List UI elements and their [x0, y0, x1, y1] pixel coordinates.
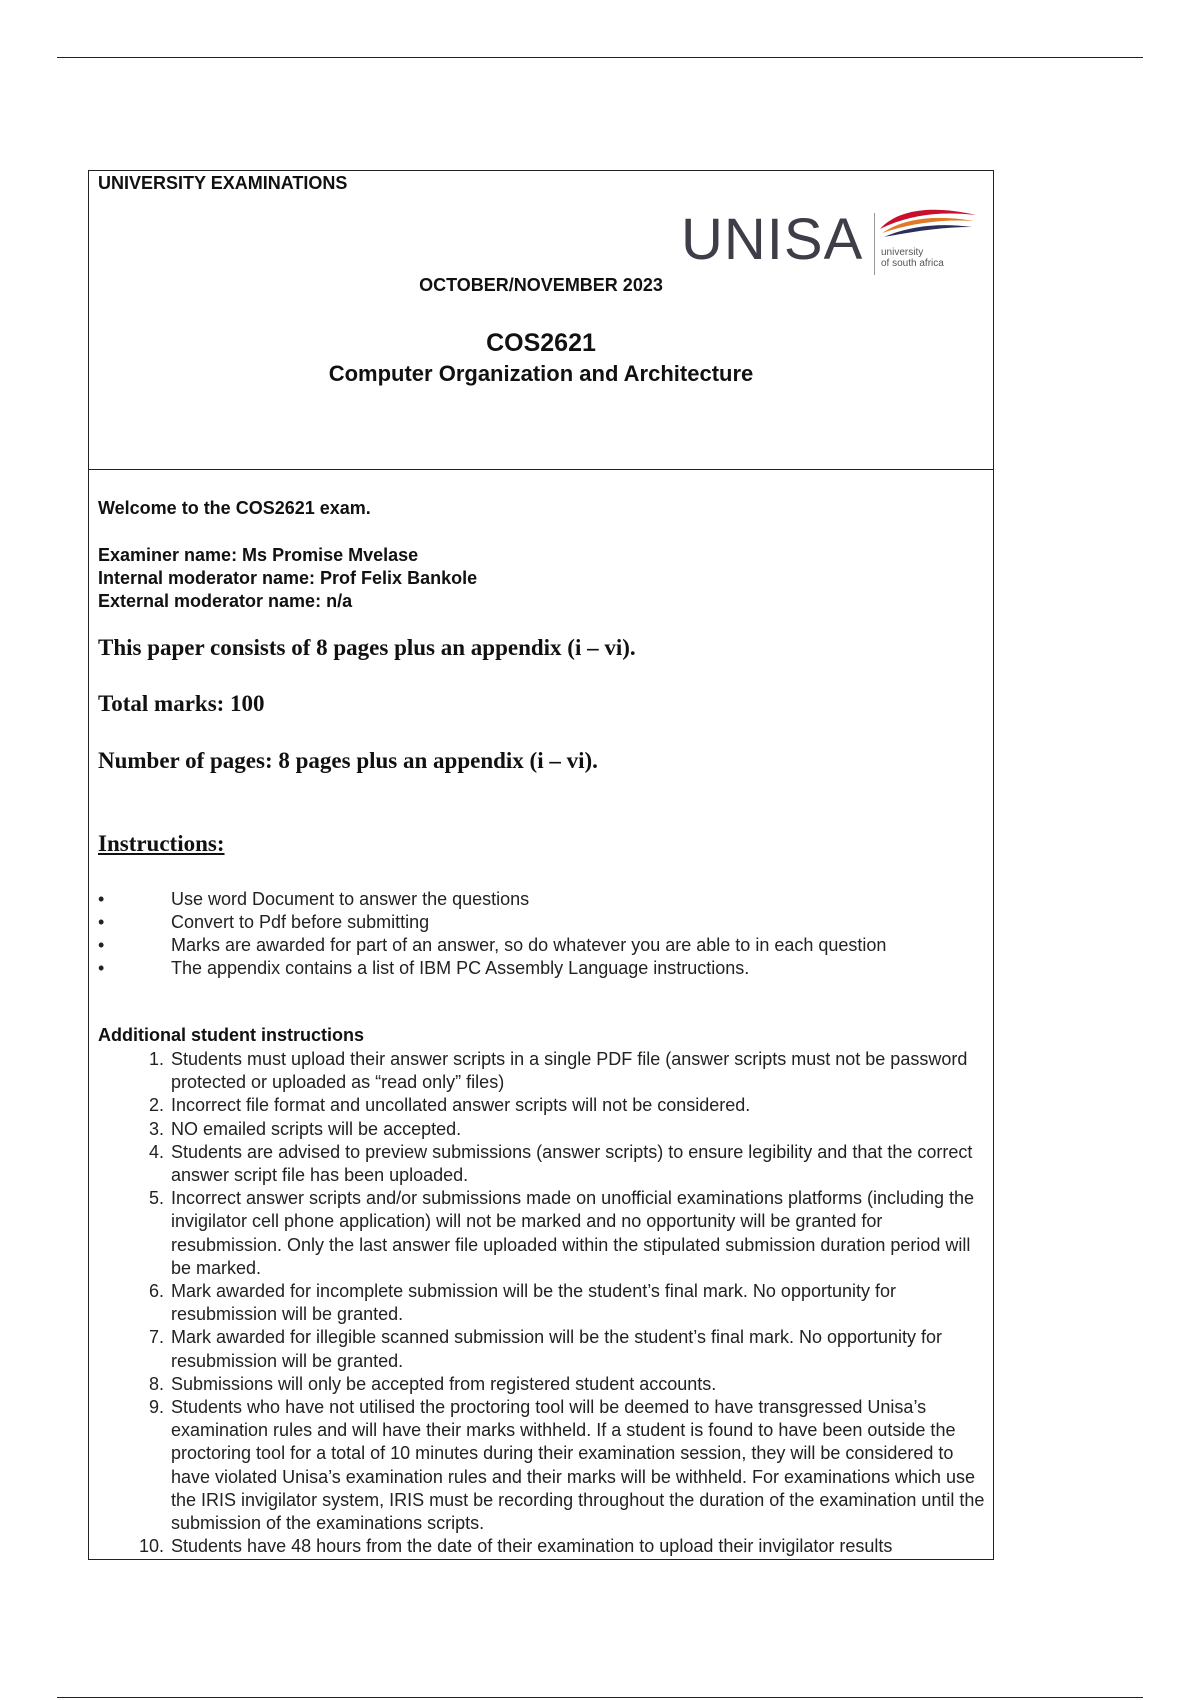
logo-tagline	[881, 247, 944, 269]
item-text: Students must upload their answer scripts in a single PDF file (answer scripts must not be password protected or uploaded as “read only” files)	[171, 1049, 968, 1093]
list-item	[98, 1118, 991, 1141]
item-number: 9.	[148, 1397, 164, 1418]
item-text: Students are advised to preview submissions (answer scripts) to ensure legibility and that the correct answer script file has been uploaded.	[171, 1141, 973, 1186]
bullet-icon: •	[98, 958, 105, 978]
item-number: 7.	[148, 1327, 164, 1348]
welcome-text: Welcome to the COS2621 exam.	[98, 498, 371, 518]
cover-header	[89, 171, 993, 470]
logo-swoosh-icon	[878, 207, 978, 241]
bullet-icon: •	[98, 935, 105, 955]
item-text: Students have 48 hours from the date of their examination to upload their invigilator results	[171, 1536, 893, 1557]
instruction-text: Use word Document to answer the questions	[171, 889, 530, 909]
item-text: NO emailed scripts will be accepted.	[171, 1118, 462, 1139]
additional-instructions-title: Additional student instructions	[98, 1025, 364, 1045]
item-text: Mark awarded for incomplete submission will be the student’s final mark. No opportunity for resubmission will be granted.	[171, 1281, 897, 1325]
top-rule	[57, 57, 1143, 58]
item-number: 3.	[148, 1118, 164, 1139]
bullet-icon: •	[98, 889, 105, 909]
item-text: Incorrect file format and uncollated answer scripts will not be considered.	[171, 1095, 751, 1116]
item-text: Mark awarded for illegible scanned submission will be the student’s final mark. No opportunity for resubmission will be granted.	[171, 1327, 943, 1371]
external-moderator-name: External moderator name: n/a	[98, 591, 353, 611]
exam-cover-box	[88, 170, 994, 1560]
staff-list	[98, 544, 477, 613]
logo-divider	[874, 213, 875, 275]
instruction-text: Convert to Pdf before submitting	[171, 912, 430, 932]
instruction-text: Marks are awarded for part of an answer, so do whatever you are able to in each question	[171, 935, 887, 955]
course-code: COS2621	[486, 329, 596, 357]
unisa-logo	[681, 205, 981, 285]
list-item	[98, 1094, 991, 1117]
list-item	[98, 1396, 991, 1535]
item-text: Incorrect answer scripts and/or submissions made on unofficial examinations platforms (including the invigilator cell phone application) will not be marked and no opportunity will be granted for resubmission. Only the last answer file uploaded within the stipulated submission duration period will be marked.	[171, 1188, 975, 1278]
list-item	[98, 1048, 991, 1094]
list-item	[98, 911, 991, 934]
item-number: 5.	[148, 1188, 164, 1209]
logo-tagline-line2: of south africa	[881, 258, 944, 269]
exam-session: OCTOBER/NOVEMBER 2023	[419, 275, 663, 295]
list-item	[98, 1535, 991, 1558]
bullet-icon: •	[98, 912, 105, 932]
list-item	[98, 1373, 991, 1396]
item-number: 6.	[148, 1281, 164, 1302]
course-name: Computer Organization and Architecture	[328, 361, 754, 386]
list-item	[98, 1326, 991, 1372]
item-number: 2.	[148, 1095, 164, 1116]
additional-instructions-list	[98, 1048, 991, 1558]
item-number: 4.	[148, 1141, 164, 1162]
total-marks: Total marks: 100	[98, 691, 265, 716]
list-item	[98, 1280, 991, 1326]
number-of-pages: Number of pages: 8 pages plus an appendix (i – vi).	[98, 748, 598, 773]
item-text: Submissions will only be accepted from registered student accounts.	[171, 1373, 717, 1394]
instruction-text: The appendix contains a list of IBM PC Assembly Language instructions.	[171, 958, 750, 978]
list-item	[98, 934, 991, 957]
instructions-list	[98, 888, 991, 980]
item-number: 1.	[148, 1049, 164, 1069]
item-number: 8.	[148, 1373, 164, 1394]
paper-info: This paper consists of 8 pages plus an appendix (i – vi).	[98, 635, 636, 660]
list-item	[98, 1141, 991, 1187]
instructions-title: Instructions:	[98, 831, 225, 856]
list-item	[98, 1187, 991, 1280]
logo-wordmark: UNISA	[681, 207, 864, 272]
list-item	[98, 888, 991, 911]
logo-tagline-line1: university	[881, 247, 924, 258]
item-text: Students who have not utilised the proctoring tool will be deemed to have transgressed Unisa’s examination rules and will have their marks withheld. If a student is found to have been outside the proctoring tool for a total of 10 minutes during their examination session, they will be considered to have violated Unisa’s examination rules and their marks will be withheld. For examinations which use the IRIS invigilator system, IRIS must be recording throughout the duration of the examination until the submission of the examinations scripts.	[171, 1397, 985, 1534]
item-number: 10.	[138, 1536, 164, 1557]
internal-moderator-name: Internal moderator name: Prof Felix Bankole	[98, 568, 478, 588]
institution-label: UNIVERSITY EXAMINATIONS	[98, 173, 348, 193]
bottom-rule	[57, 1697, 1143, 1698]
list-item	[98, 957, 991, 980]
examiner-name: Examiner name: Ms Promise Mvelase	[98, 545, 419, 565]
